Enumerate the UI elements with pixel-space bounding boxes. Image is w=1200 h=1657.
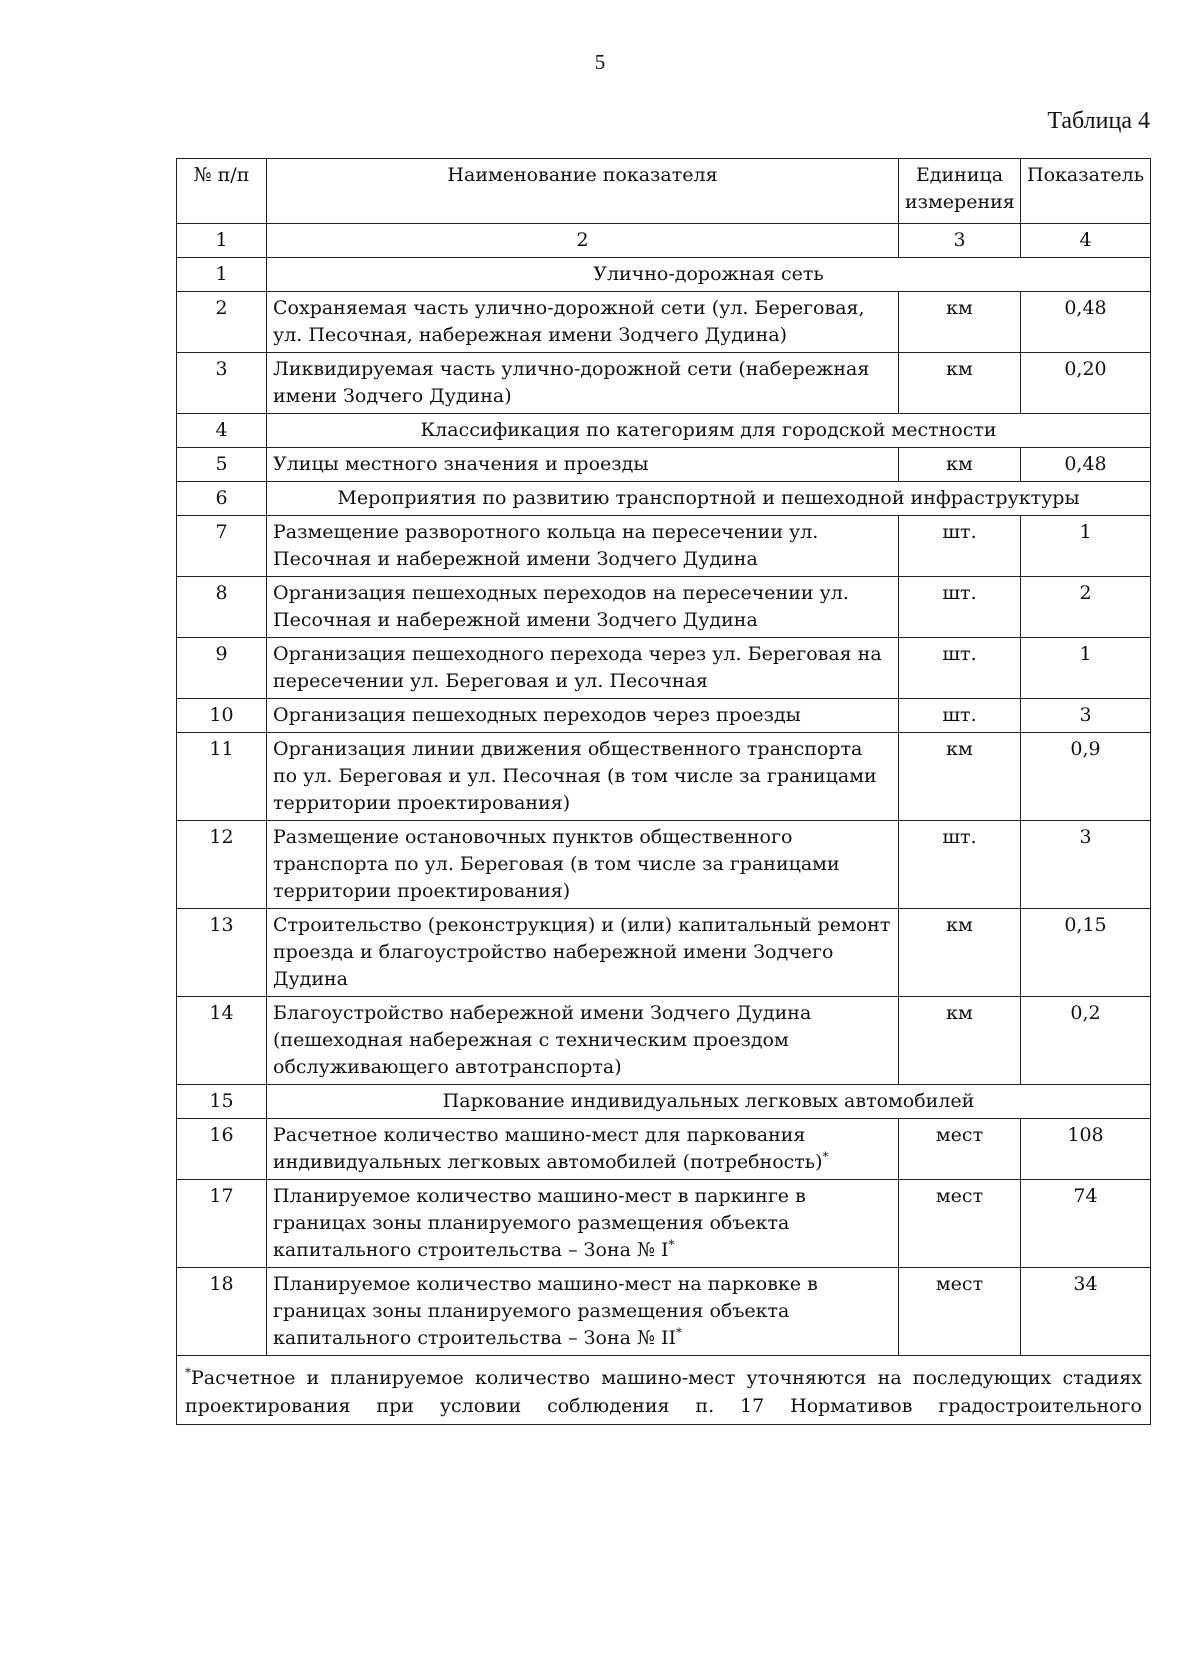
table-row: [177, 1119, 1151, 1180]
row-number: 13: [177, 909, 267, 997]
indicator-name-text: Расчетное количество машино-мест для паркования индивидуальных легковых автомобилей (потребность): [273, 1124, 823, 1173]
header-number: № п/п: [177, 159, 267, 224]
table-row: [177, 997, 1151, 1085]
unit-cell: км: [899, 448, 1021, 482]
value-cell: 0,48: [1021, 448, 1151, 482]
row-number: 11: [177, 733, 267, 821]
row-number: 14: [177, 997, 267, 1085]
footnote-mark: *: [822, 1149, 829, 1164]
indicator-name: [267, 1119, 899, 1180]
table-row: [177, 353, 1151, 414]
column-numbers-row: [177, 224, 1151, 258]
indicator-name: [267, 997, 899, 1085]
indicators-table: [176, 158, 1151, 1425]
indicator-name-text: Размещение остановочных пунктов общественного транспорта по ул. Береговая (в том числе за границами территории проектирования): [273, 826, 840, 902]
table-row: [177, 638, 1151, 699]
unit-cell: мест: [899, 1119, 1021, 1180]
unit-cell: шт.: [899, 821, 1021, 909]
indicator-name: [267, 821, 899, 909]
footnote-cell: [177, 1356, 1151, 1425]
indicator-name: [267, 1180, 899, 1268]
footnote-row: [177, 1356, 1151, 1425]
value-cell: 0,48: [1021, 292, 1151, 353]
row-number: 3: [177, 353, 267, 414]
section-row: [177, 1085, 1151, 1119]
row-number: 9: [177, 638, 267, 699]
row-number: 17: [177, 1180, 267, 1268]
section-row: [177, 414, 1151, 448]
table-caption: Таблица 4: [1047, 108, 1150, 134]
header-name: Наименование показателя: [267, 159, 899, 224]
header-unit: Единица измерения: [899, 159, 1021, 224]
footnote-mark: *: [185, 1365, 191, 1380]
table-row: [177, 909, 1151, 997]
row-number: 8: [177, 577, 267, 638]
indicator-name-text: Улицы местного значения и проезды: [273, 453, 649, 475]
value-cell: 2: [1021, 577, 1151, 638]
value-cell: 3: [1021, 821, 1151, 909]
indicator-name: [267, 909, 899, 997]
value-cell: 0,15: [1021, 909, 1151, 997]
row-number: 16: [177, 1119, 267, 1180]
indicator-name-text: Ликвидируемая часть улично-дорожной сети (набережная имени Зодчего Дудина): [273, 358, 870, 407]
section-row: [177, 258, 1151, 292]
section-title: Паркование индивидуальных легковых автомобилей: [267, 1085, 1151, 1119]
indicator-name: [267, 577, 899, 638]
indicator-name-text: Организация линии движения общественного транспорта по ул. Береговая и ул. Песочная (в том числе за границами территории проектирования): [273, 738, 877, 814]
row-number: 5: [177, 448, 267, 482]
indicator-name: [267, 1268, 899, 1356]
unit-cell: мест: [899, 1268, 1021, 1356]
row-number: 12: [177, 821, 267, 909]
unit-cell: км: [899, 733, 1021, 821]
indicator-name-text: Планируемое количество машино-мест в паркинге в границах зоны планируемого размещения объекта капитального строительства – Зона № I: [273, 1185, 806, 1261]
value-cell: 108: [1021, 1119, 1151, 1180]
unit-cell: км: [899, 997, 1021, 1085]
column-number: 3: [899, 224, 1021, 258]
value-cell: 1: [1021, 516, 1151, 577]
table-row: [177, 516, 1151, 577]
header-value: Показатель: [1021, 159, 1151, 224]
row-number: 15: [177, 1085, 267, 1119]
table-row: [177, 577, 1151, 638]
indicator-name-text: Благоустройство набережной имени Зодчего Дудина (пешеходная набережная с техническим проездом обслуживающего автотранспорта): [273, 1002, 812, 1078]
indicator-name: [267, 516, 899, 577]
value-cell: 0,9: [1021, 733, 1151, 821]
indicator-name: [267, 638, 899, 699]
row-number: 10: [177, 699, 267, 733]
section-title: Классификация по категориям для городской местности: [267, 414, 1151, 448]
indicator-name: [267, 733, 899, 821]
indicator-name: [267, 292, 899, 353]
unit-cell: мест: [899, 1180, 1021, 1268]
unit-cell: шт.: [899, 638, 1021, 699]
table-row: [177, 733, 1151, 821]
footnote-mark: *: [668, 1237, 675, 1252]
table-row: [177, 1268, 1151, 1356]
indicator-name: [267, 699, 899, 733]
column-number: 1: [177, 224, 267, 258]
footnote-mark: *: [676, 1325, 682, 1340]
section-title: Мероприятия по развитию транспортной и пешеходной инфраструктуры: [267, 482, 1151, 516]
value-cell: 74: [1021, 1180, 1151, 1268]
value-cell: 0,20: [1021, 353, 1151, 414]
table-row: [177, 699, 1151, 733]
value-cell: 3: [1021, 699, 1151, 733]
value-cell: 0,2: [1021, 997, 1151, 1085]
indicator-name-text: Организация пешеходных переходов через проезды: [273, 704, 801, 726]
row-number: 2: [177, 292, 267, 353]
value-cell: 34: [1021, 1268, 1151, 1356]
page-number: 5: [594, 50, 606, 74]
indicator-name-text: Организация пешеходного перехода через ул. Береговая на пересечении ул. Береговая и ул. Песочная: [273, 643, 882, 692]
indicator-name-text: Размещение разворотного кольца на пересечении ул. Песочная и набережной имени Зодчего Дудина: [273, 521, 819, 570]
unit-cell: км: [899, 909, 1021, 997]
unit-cell: км: [899, 292, 1021, 353]
table-header-row: [177, 159, 1151, 224]
indicator-name-text: Строительство (реконструкция) и (или) капитальный ремонт проезда и благоустройство набережной имени Зодчего Дудина: [273, 914, 891, 990]
table-row: [177, 292, 1151, 353]
table-row: [177, 1180, 1151, 1268]
unit-cell: км: [899, 353, 1021, 414]
unit-cell: шт.: [899, 699, 1021, 733]
row-number: 7: [177, 516, 267, 577]
column-number: 2: [267, 224, 899, 258]
section-row: [177, 482, 1151, 516]
table-row: [177, 448, 1151, 482]
indicator-name: [267, 448, 899, 482]
footnote-text: Расчетное и планируемое количество машино-мест уточняются на последующих стадиях проектирования при условии соблюдения п. 17 Нормативов градостроительного: [185, 1367, 1142, 1417]
row-number: 6: [177, 482, 267, 516]
indicator-name-text: Сохраняемая часть улично-дорожной сети (ул. Береговая, ул. Песочная, набережная имени Зодчего Дудина): [273, 297, 865, 346]
value-cell: 1: [1021, 638, 1151, 699]
indicator-name: [267, 353, 899, 414]
table-row: [177, 821, 1151, 909]
unit-cell: шт.: [899, 577, 1021, 638]
row-number: 1: [177, 258, 267, 292]
row-number: 18: [177, 1268, 267, 1356]
section-title: Улично-дорожная сеть: [267, 258, 1151, 292]
indicator-name-text: Организация пешеходных переходов на пересечении ул. Песочная и набережной имени Зодчего Дудина: [273, 582, 849, 631]
indicator-name-text: Планируемое количество машино-мест на парковке в границах зоны планируемого размещения объекта капитального строительства – Зона № II: [273, 1273, 818, 1349]
row-number: 4: [177, 414, 267, 448]
column-number: 4: [1021, 224, 1151, 258]
unit-cell: шт.: [899, 516, 1021, 577]
